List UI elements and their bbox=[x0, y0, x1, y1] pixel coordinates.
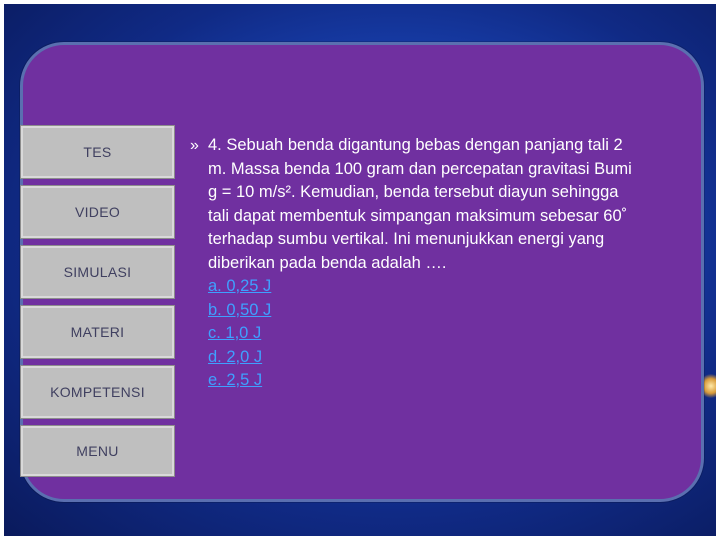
question-line: 4. Sebuah benda digantung bebas dengan panjang tali 2 bbox=[208, 136, 623, 154]
question-line: g = 10 m/s². Kemudian, benda tersebut diayun sehingga bbox=[208, 183, 619, 201]
menu-button-tes[interactable]: TES bbox=[21, 126, 174, 178]
side-menu bbox=[21, 126, 174, 476]
answer-option-c[interactable]: c. 1,0 J bbox=[208, 324, 262, 342]
answer-option-a[interactable]: a. 0,25 J bbox=[208, 277, 272, 295]
question-text bbox=[208, 134, 682, 275]
answer-option-d[interactable]: d. 2,0 J bbox=[208, 347, 263, 366]
menu-button-kompetensi[interactable]: KOMPETENSI bbox=[21, 366, 174, 418]
question-line: tali dapat membentuk simpangan maksimum sebesar 60˚ bbox=[208, 206, 628, 225]
question-line: m. Massa benda 100 gram dan percepatan gravitasi Bumi bbox=[208, 159, 632, 178]
question-line: diberikan pada benda adalah …. bbox=[208, 253, 447, 272]
menu-button-video[interactable]: VIDEO bbox=[21, 186, 174, 238]
question-area bbox=[190, 134, 682, 393]
answer-option-e[interactable]: e. 2,5 J bbox=[208, 371, 263, 389]
menu-button-materi[interactable]: MATERI bbox=[21, 306, 174, 358]
slide-background bbox=[4, 4, 716, 536]
question-line: terhadap sumbu vertikal. Ini menunjukkan energi yang bbox=[208, 230, 605, 248]
answer-option-b[interactable]: b. 0,50 J bbox=[208, 300, 272, 319]
menu-button-menu[interactable]: MENU bbox=[21, 426, 174, 476]
bullet-icon: » bbox=[190, 137, 199, 154]
menu-button-simulasi[interactable]: SIMULASI bbox=[21, 246, 174, 298]
